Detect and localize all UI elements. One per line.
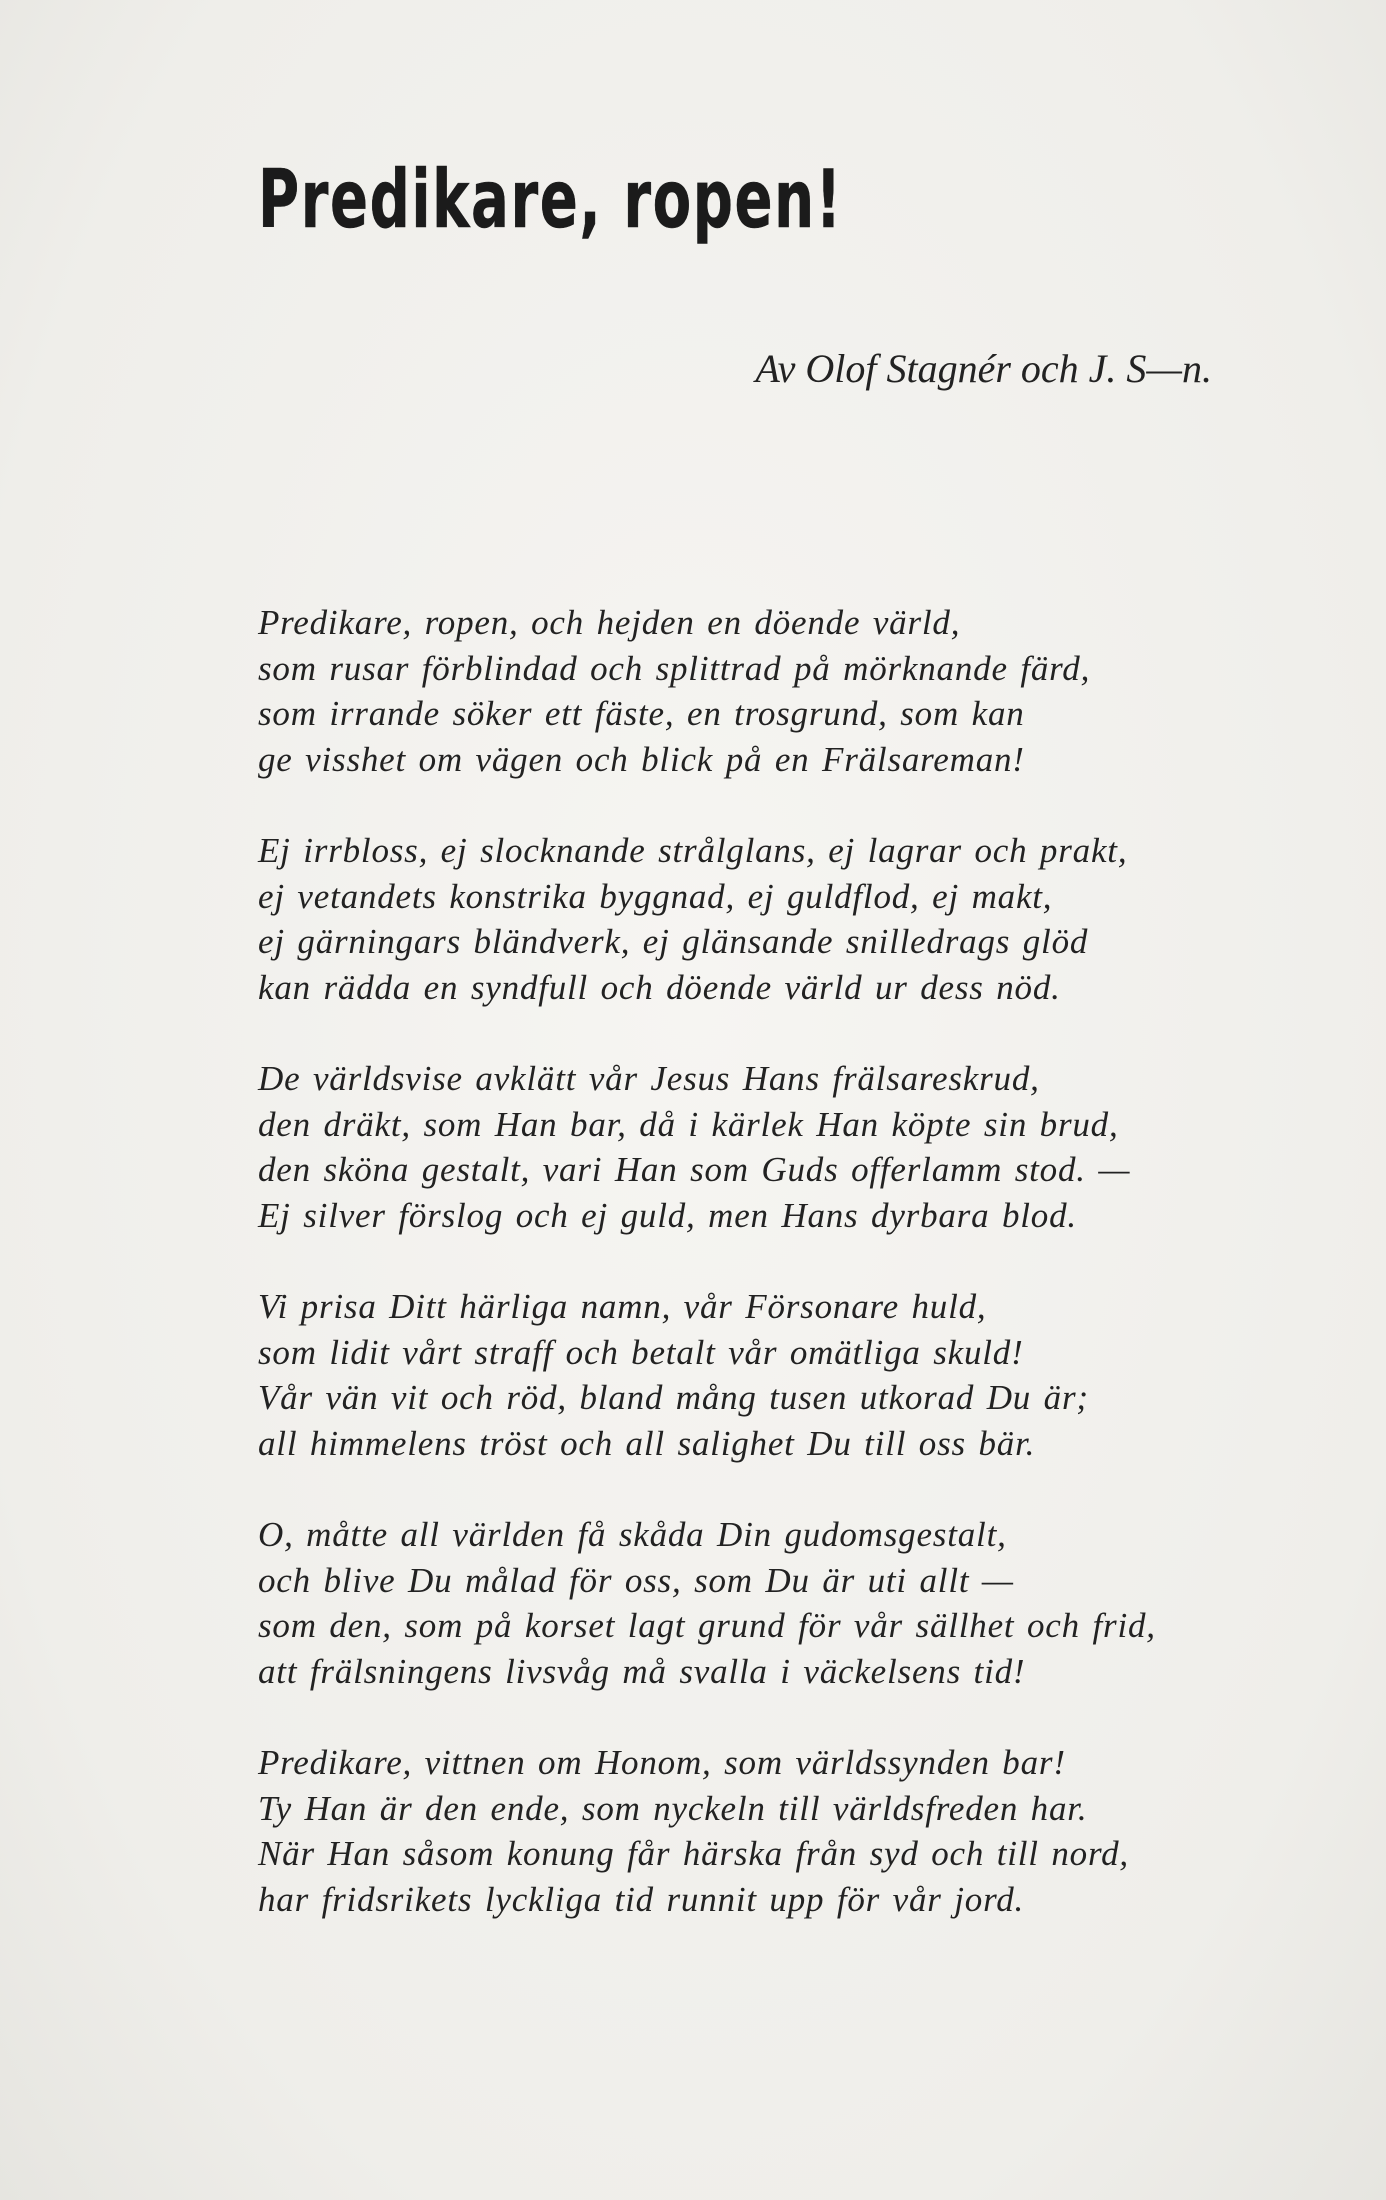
stanza (258, 1284, 1238, 1466)
byline: Av Olof Stagnér och J. S—n. (755, 346, 1212, 391)
poem-line: Vår vän vit och röd, bland mång tusen utkorad Du är; (258, 1378, 1089, 1417)
poem-line: O, måtte all världen få skåda Din gudomsgestalt, (258, 1515, 1007, 1554)
poem-line: ej gärningars bländverk, ej glänsande snilledrags glöd (258, 922, 1089, 961)
poem-line: Vi prisa Ditt härliga namn, vår Försonare huld, (258, 1287, 987, 1326)
poem-line: att frälsningens livsvåg må svalla i väckelsens tid! (258, 1651, 1026, 1691)
poem-line: har fridsrikets lyckliga tid runnit upp för vår jord. (258, 1879, 1025, 1919)
stanza (258, 1512, 1238, 1694)
stanza (258, 1740, 1238, 1922)
page-title: Predikare, ropen! (258, 153, 843, 246)
poem-line: som lidit vårt straff och betalt vår omätliga skuld! (258, 1332, 1024, 1372)
poem-line: all himmelens tröst och all salighet Du till oss bär. (258, 1423, 1036, 1463)
stanza (258, 828, 1238, 1010)
poem-line: Predikare, vittnen om Honom, som världssynden bar! (258, 1743, 1066, 1782)
poem-line: som rusar förblindad och splittrad på mörknande färd, (258, 648, 1091, 688)
poem-line: den dräkt, som Han bar, då i kärlek Han köpte sin brud, (258, 1104, 1119, 1144)
poem-line: ge visshet om vägen och blick på en Frälsareman! (258, 739, 1025, 779)
poem-line: När Han såsom konung får härska från syd och till nord, (258, 1834, 1129, 1873)
poem-line: De världsvise avklätt vår Jesus Hans frälsareskrud, (258, 1059, 1040, 1098)
poem-line: ej vetandets konstrika byggnad, ej guldflod, ej makt, (258, 876, 1053, 916)
poem (258, 600, 1238, 1968)
poem-line: kan rädda en syndfull och döende värld ur dess nöd. (258, 967, 1061, 1007)
stanza (258, 1056, 1238, 1238)
poem-line: som irrande söker ett fäste, en trosgrund, som kan (258, 694, 1025, 733)
poem-line: Ty Han är den ende, som nyckeln till världsfreden har. (258, 1788, 1088, 1828)
poem-line: Ej irrbloss, ej slocknande strålglans, ej lagrar och prakt, (258, 831, 1128, 870)
poem-line: som den, som på korset lagt grund för vår sällhet och frid, (258, 1606, 1156, 1645)
poem-line: Predikare, ropen, och hejden en döende värld, (258, 603, 961, 642)
poem-line: den sköna gestalt, vari Han som Guds offerlamm stod. — (258, 1150, 1131, 1189)
poem-line: och blive Du målad för oss, som Du är uti allt — (258, 1560, 1014, 1600)
poem-line: Ej silver förslog och ej guld, men Hans dyrbara blod. (258, 1195, 1077, 1235)
stanza (258, 600, 1238, 782)
